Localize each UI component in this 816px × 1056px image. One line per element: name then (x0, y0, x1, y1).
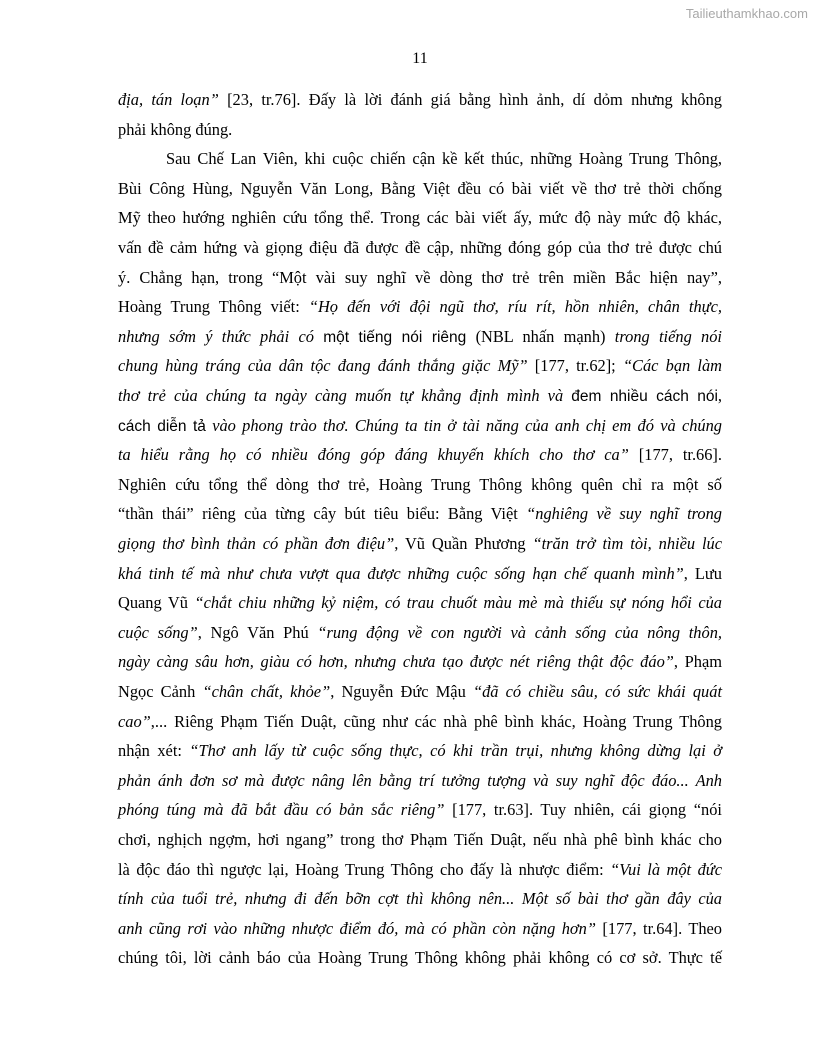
quote-segment: nhưng sớm ý thức phải có (118, 326, 324, 346)
quote-segment: vào phong trào thơ. Chúng ta tin ở tài năng của anh chị em đó và chúng (205, 415, 722, 435)
quote-segment: “Thơ anh lấy từ cuộc sống thực, có khi trần trụi, nhưng không dừng lại ở (189, 741, 722, 761)
quote-segment: địa, tán loạn” (118, 90, 219, 109)
quote-segment: “rung động về con người và cảnh sống của nông thôn, (317, 622, 722, 642)
text-line (118, 416, 722, 437)
text-segment: [177, tr.63]. Tuy nhiên, cái giọng “nói (444, 800, 722, 820)
text-line (118, 534, 722, 554)
text-segment: , Phạm (673, 652, 723, 672)
watermark: Tailieuthamkhao.com (685, 6, 808, 21)
text-segment: [177, tr.64]. Theo (595, 918, 722, 938)
text-segment: Nghiên cứu tổng thể dòng thơ trẻ, Hoàng Trung Thông không quên chỉ ra một số (118, 474, 722, 494)
text-line (118, 564, 722, 584)
text-segment: , Nguyễn Đức Mậu (330, 682, 473, 701)
text-line (118, 682, 722, 702)
quote-segment: “nghiêng về suy nghĩ trong (526, 504, 722, 524)
quote-segment: “chân chất, khỏe” (202, 682, 331, 701)
text-line (118, 475, 722, 495)
quote-segment: “trăn trở tìm tòi, nhiều lúc (532, 534, 722, 553)
quote-segment: tính của tuổi trẻ, nhưng đi đến bỡn cợt thì không nên... Một số bài thơ gần đây của (118, 889, 722, 909)
text-line (118, 830, 722, 850)
text-segment: , (717, 386, 723, 405)
text-segment: , Vũ Quần Phương (394, 534, 533, 553)
text-line (118, 327, 722, 348)
text-line (118, 356, 722, 376)
text-segment: [177, tr.66]. (628, 445, 722, 465)
page-number: 11 (412, 50, 428, 67)
text-segment: nhận xét: (118, 741, 190, 761)
quote-segment: “Các bạn làm (622, 356, 722, 376)
text-line (118, 741, 722, 761)
text-line (118, 120, 722, 140)
quote-segment: trong tiếng nói (614, 326, 722, 346)
text-line (118, 297, 722, 317)
text-line (118, 445, 722, 465)
text-segment: [23, tr.76]. Đấy là lời đánh giá bằng hình ảnh, dí dỏm nhưng không (218, 90, 722, 109)
emphasis-segment: đem nhiều cách nói (571, 388, 718, 405)
quote-segment: chung hùng tráng của dân tộc đang đánh thắng giặc Mỹ” (118, 356, 528, 376)
text-segment: ý. Chẳng hạn, trong “Một vài suy nghĩ về dòng thơ trẻ trên miền Bắc hiện nay”, (118, 267, 722, 287)
text-line (118, 771, 722, 791)
text-line (118, 504, 722, 524)
quote-segment: phản ánh đơn sơ mà được nâng lên bằng trí tưởng tượng và suy nghĩ độc đáo... Anh (118, 770, 722, 790)
text-segment: ,... Riêng Phạm Tiến Duật, cũng như các nhà phê bình khác, Hoàng Trung Thông (150, 711, 722, 731)
text-line (118, 208, 722, 228)
text-segment: , Lưu (683, 563, 723, 583)
text-line (118, 593, 722, 613)
text-line (118, 919, 722, 939)
text-segment: Ngọc Cảnh (118, 682, 203, 701)
quote-segment: cuộc sống” (118, 622, 198, 642)
quote-segment: ta hiểu rằng họ có nhiều đóng góp đáng khuyến khích cho thơ ca” (118, 445, 629, 465)
text-line (118, 386, 722, 407)
text-line (118, 800, 722, 820)
text-segment: (NBL nhấn mạnh) (466, 326, 615, 346)
text-line (118, 238, 722, 258)
text-segment: Hoàng Trung Thông viết: (118, 297, 309, 317)
text-line (118, 948, 722, 968)
quote-segment: giọng thơ bình thản có phần đơn điệu” (118, 534, 395, 553)
text-segment: [177, tr.62]; (527, 356, 623, 376)
quote-segment: khá tinh tế mà như chưa vượt qua được những cuộc sống hạn chế quanh mình” (118, 563, 684, 583)
text-line (118, 179, 722, 199)
text-segment: là độc đáo thì ngược lại, Hoàng Trung Thông cho đấy là nhược điểm: (118, 859, 611, 879)
quote-segment: cao” (118, 711, 151, 731)
text-line (118, 268, 722, 288)
text-line (166, 149, 722, 169)
text-line (118, 712, 722, 732)
text-segment: , Ngô Văn Phú (197, 622, 318, 642)
text-segment: Mỹ theo hướng nghiên cứu tổng thể. Trong các bài viết ấy, mức độ này mức độ khác, (118, 208, 722, 228)
text-segment: phải không đúng. (118, 119, 233, 139)
emphasis-segment: cách diễn tả (118, 417, 206, 435)
text-segment: Sau Chế Lan Viên, khi cuộc chiến cận kề kết thúc, những Hoàng Trung Thông, (166, 149, 722, 169)
emphasis-segment: một tiếng nói riêng (323, 328, 467, 346)
text-segment: vấn đề cảm hứng và giọng điệu đã được đề cập, những đóng góp của thơ trẻ được chú (118, 238, 722, 257)
text-segment: chơi, nghịch ngợm, hơi ngang” trong thơ Phạm Tiến Duật, nếu nhà phê bình khác cho (118, 830, 722, 849)
text-line (118, 652, 722, 672)
quote-segment: anh cũng rơi vào những nhược điểm đó, mà có phần còn nặng hơn” (118, 918, 596, 938)
text-line (118, 860, 722, 880)
text-line (118, 623, 722, 643)
text-line (118, 90, 722, 110)
quote-segment: “chắt chiu những kỷ niệm, có trau chuốt màu mè mà thiếu sự nóng hổi của (194, 593, 722, 613)
quote-segment: ngày càng sâu hơn, giàu có hơn, nhưng chưa tạo được nét riêng thật độc đáo” (118, 652, 674, 672)
text-segment: chúng tôi, lời cảnh báo của Hoàng Trung Thông không phải không có cơ sở. Thực tế (118, 948, 722, 968)
quote-segment: phóng túng mà đã bắt đầu có bản sắc riêng” (118, 800, 445, 820)
text-line (118, 889, 722, 909)
text-segment: Quang Vũ (118, 593, 195, 613)
text-segment: Bùi Công Hùng, Nguyễn Văn Long, Bằng Việt đều có bài viết về thơ trẻ thời chống (118, 178, 722, 198)
quote-segment: thơ trẻ của chúng ta ngày càng muốn tự khẳng định mình và (118, 386, 572, 405)
text-segment: “thần thái” riêng của từng cây bút tiêu biểu: Bằng Việt (118, 504, 527, 524)
quote-segment: “đã có chiều sâu, có sức khái quát (472, 682, 722, 701)
quote-segment: “Vui là một đức (610, 859, 723, 879)
quote-segment: “Họ đến với đội ngũ thơ, ríu rít, hồn nhiên, chân thực, (308, 297, 722, 317)
